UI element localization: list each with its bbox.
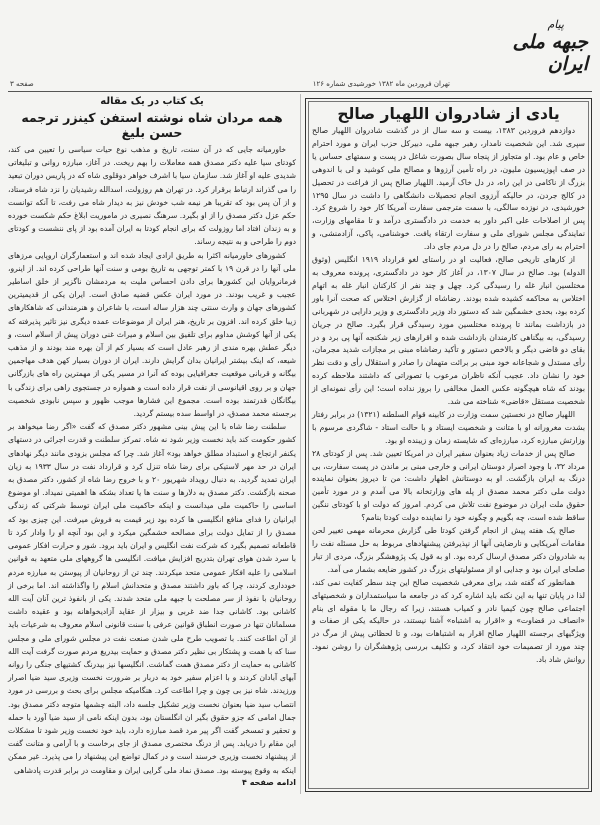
right-paragraph: از کارهای تاریخی صالح، فعالیت او در راستای لغو قرارداد ۱۹۱۹ انگلیس (وثوق الدوله) بود. صالح در سال ۱۳۰۷، در آغاز کار خود در دادگستری، پرونده معروف به مختلسین انبار غله را رسیدگی کرد. چهل و چند نفر از کارکنان انبار غله به اتهام اختلاس به محاکمه کشیده شده بودند. رضاشاه از گزارش اختلاس که صحت آنرا باور کرده بود، بحدی خشمگین شد که دستور داد وزیر دادگستری و وزیر دارایی در شهربانی در بازداشت بمانند تا پرونده مختلسین مورد رسیدگی قرار بگیرد. صالح در جریان رسیدگی، به بیگناهی کارمندان بازداشت شده و اقرارهای زیر شکنجه آنها پی برد و در بقای دو قاضی دیگر و بالاخص دستور و تأکید رضاشاه مبنی بر مجازات شدید مجرمان، رأی مستدل و شجاعانه خود مبنی بر برائت متهمان را صادر و استقلال رأی و دقت نظر خود را نشان داد. عجیب آنکه ناظران مرعوب با تصوراتی که داشتند ملاحظه کرده بودند که شاه هیچگونه عکس العمل مخالفی را بروز نداده است؛ این رأی نمونه‌ای از شخصیت مستقل «قاضی» شناخته می شد. — [312, 255, 585, 407]
right-paragraph: همانطور که گفته شد، برای معرفی شخصیت صالح این چند سطر کفایت نمی کند، لذا در پایان تنها به این نکته باید اشاره کرد که در جامعه ما سیاستمداران و شخصیتهای اجتماعی صالح چون کیمیا نادر و کمیاب هستند، زیرا که رجال ما با مقوله ای بنام «انصاف در قضاوت» و «اقرار به اشتباه» آشنا نیستند، در حالیکه یکی از صفات و ویژگیهای برجسته اللهیار صالح اقرار به اشتباهات بود، و تا لحظاتی پیش از مرگ در چند مورد از تصمیمات خود انتقاد کرد، و تکلیف بررسی پژوهشگران را روشن نمود. روانش شاد باد. — [312, 577, 585, 665]
masthead — [478, 18, 588, 80]
page-number: صفحه ۳ — [10, 80, 34, 88]
left-article-headline: همه مردان شاه نوشته استفن کینزر ترجمه حسن بلیغ — [21, 110, 283, 140]
left-paragraph: خاورمیانه جایی که در آن سنت، تاریخ و مذهب نوع حیات سیاسی را تعیین می کند، کودتای سیا علیه دکتر مصدق همه معاملات را بهم ریخت. در آغاز، مبارزه روانی و تبلیغاتی شدیدی علیه او آغاز شد. سازمان سیا با اشرف خواهر دوقلوی شاه که در پاریس دوران تبعید را می گذراند ارتباط برقرار کرد. در تهران هم روزولت، اسدالله رشیدیان را نزد شاه فرستاد، و از آن پس بود که تقریبا هر نیمه شب خودش نیز به دیدار شاه می رفت، تا آنکه توانست حکم عزل دکتر مصدق را از او بگیرد. سرهنگ نصیری در ماموریت ابلاغ حکم شکست خورده و به زندان افتاد اما روزولت که برای انجام کودتا به ایران آمده بود از پای ننشست و کودتای دوم را طراحی و به نتیجه رساند. — [8, 145, 296, 247]
left-article-body — [8, 143, 296, 777]
right-article-body — [312, 125, 585, 667]
right-paragraph: صالح پس از خدمات زیاد بعنوان سفیر ایران در امریکا تعیین شد. پس از کودتای ۲۸ مرداد ۳۲، با وجود اصرار دوستان ایرانی و خارجی مبنی بر ماندن در پست سفارت، بی درنگ به ایران بازگشت. او به دوستانش اظهار داشت: من تا دیروز بعنوان نماینده دولت ملی دکتر محمد مصدق از پله های وزارتخانه بالا می آمدم و در مورد تأمین حقوق ملت ایران در موضوع نفت تلاش می کردم. امروز که دولت او با کودتای ننگین ساقط شده است، چه بگویم و چگونه خود را نماینده دولت کودتا بنامم؟ — [312, 448, 585, 523]
left-article — [8, 94, 296, 794]
continued-on-page-link[interactable]: ادامه صفحه ۴ — [242, 777, 296, 787]
right-article-headline: یادی از شادروان اللهیار صالح — [337, 105, 560, 123]
left-paragraph: کشورهای خاورمیانه اکثرا به طریق ارادی ایجاد شده اند و استعمارگران اروپایی مرزهای ملی آنها را در قرن ۱۹ با کمتر توجهی به تاریخ بومی و سنت آنها طراحی کرده اند. از اینرو، فرمانروایان این کشورها برای دادن احساس ملیت به مردمشان ناگزیر از خلق اساطیر عجیب و غریب بودند. در مورد ایران عکس قضیه صادق است. ایران یکی از قدیمیترین کشورهای جهان و وارث سنتی چند هزار ساله است، با شاعران و هنرمندانی که شاهکارهای زیبا خلق کرده اند. افزون بر تاریخ، هنر ایران از موضوعات عمده دیگری نیز تاثیر پذیرفته که یکی از آنها کوشش مداوم برای تلفیق بین اسلام و میراث غنی دوران پیش از اسلام است، و دیگر عطش بهره مندی از رهبر عادل است که بسیار کم از آن بهره مند بودند و از مذهب شیعه، که اینک بیشتر ایرانیان بدان گرایش دارند. ایران از دوران بسیار کهن هدف مهاجمین بیگانه و قربانی موقعیت جغرافیایی بوده که آنرا در مسیر یکی از مهمترین راه های بازرگانی جهان و بر روی اقیانوسی از نفت قرار داده است و همواره در جستجوی راهی برای زندگی با بیگانگان قدرتمند بوده است. مجموع این فشارها موجب ظهور و سپس نابودی شخصیت برجسته محمد مصدق، در اواسط سده بیستم گردید. — [8, 250, 296, 419]
right-paragraph: دوازدهم فروردین ۱۳۸۳، بیست و سه سال از در گذشت شادروان اللهیار صالح سپری شد. این شخصیت نامدار، رهبر جبهه ملی، دبیرکل حزب ایران و مورد احترام خاص و عام بود. او متجاوز از پنجاه سال بصورت شاغل در پست و سمتهای حساس یا در صف اپوزیسیون ملیون، در راه تأمین آرزوها و مصالح ملی کوشید و لی با اندوهی بزرگ از ناکامی در این راه، در دل خاک آرمید. اللهیار صالح پس از فراغت در تحصیل در کالج جردن، در حالیکه آرزوی انجام تحصیلات دانشگاهی را داشت در سال ۱۲۹۵ خورشیدی، در نوزده سالگی، با سمت مترجمی سفارت آمریکا کار خود را شروع کرد. پس از اصلاحات علی اکبر داور به خدمت در دادگستری درآمد و تا مقامهای وزارت، نمایندگی مجلس شورای ملی و سفارت ارتقاء یافت. خوشنامی، پاکی، آزادمنشی، و احترام به رای مردم، صالح را در دل مردم جای داد. — [312, 126, 585, 252]
masthead-top-word: پیام — [547, 18, 564, 31]
right-paragraph: صالح یک هفته پیش از انجام گرفتن کودتا طی گزارش محرمانه مهمی تغییر لحن مقامات آمریکایی و نارضایتی آنها از نپذیرفتن پیشنهادهای مربوط به حل مسئله نفت را به شادروان دکتر مصدق ارسال کرده بود. او به قول یک پژوهشگر بزرگ، مردی از تبار صلحای ایران بود و جدایی او از مسئولیتهای بزرگ در کشور ضایعه بشمار می آمد. — [312, 526, 585, 574]
right-article-box — [305, 98, 592, 792]
header-rule — [8, 91, 592, 92]
column-divider — [300, 94, 301, 794]
right-paragraph: اللهیار صالح در نخستین سمت وزارت در کابینه قوام السلطنه (۱۳۲۱) در برابر رفتار بشدت مغرورانه او با متانت و شخصیت ایستاد و با حالت استاد - شاگردی مرسوم با وزارتش مبارزه کرد، مبارزه‌ای که شایسته زمان و زیبنده او بود. — [312, 409, 585, 445]
left-article-kicker: یک کتاب در یک مقاله — [100, 96, 204, 107]
dateline: تهران فروردین ماه ۱۳۸۲ خورشیدی شماره ۱۲۶ — [312, 80, 450, 88]
left-paragraph: سلطنت رضا شاه با این پیش بینی مشهور دکتر مصدق که گفت «اگر رضا میخواهد بر کشور حکومت کند باید نخست وزیر شود نه شاه. تمرکز سلطنت و قدرت اجرائی در دستهای یکنفر ارتجاع و استبداد مطلق خواهد بود» آغاز شد. چرا که مجلس بزودی مانند دیگر نهادهای ایران در حد مهر لاستیکی برای رضا شاه تنزل کرد و قرارداد نفت در سال ۱۹۳۳ به زیان ایران تمدید گردید. به دنبال رویداد شهریور ۲۰ و با خروج رضا شاه از کشور، دکتر مصدق به صحنه بازگشت. دکتر مصدق به دلارها و سنت ها یا تعداد بشکه ها اهمیتی نمیداد. او موضوع اساسی را حاکمیت ملی میدانست و اینکه حاکمیت ملی ایران توسط شرکتی که زندگی ایرانیان را فدای منافع انگلیسی ها کرده بود زیر قیمت به فروش میرفت. این چیزی بود که مصدق را از تمایل دولت برای مصالحه خشمگین میکرد و این بود آنچه او را وادار کرد تا قاطعانه تصمیم بگیرد که شرکت نفت انگلیس و ایران باید برود. شور و حرارت افکار عمومی با سرد شدن هوای تهران بتدریج افزایش میافت. انگلیسی ها گروههای ملی متعهد به قوانین اسلامی را علیه افکار عمومی متحد میکردند. چند تن از روحانیان از پیوستن به مبارزه مردم خودداری کردند، چرا که باور داشتند مصدق و متحدانش اسلام را واگذاشته اند. اما برخی از روحانیان با نفوذ از سر مصلحت با جبهه ملی متحد شدند. یکی از بانفوذ ترین آنان آیت الله کاشانی بود. کاشانی جدا ضد غربی و بیزار از عقاید آزادیخواهانه بود و عقیده داشت مسلمانان تنها در صورت انطباق قوانین عرفی با سنت قانونی اسلام معروف به شرعیات باید از آن اطاعت کنند. با تصویب طرح ملی شدن صنعت نفت در مجلس شورای ملی و مجلس سنا که با همت و پشتکار بی نظیر دکتر مصدق و حمایت بیدریغ مردم صورت گرفت آیت الله کاشانی به حمایت از دکتر مصدق همت گماشت. انگلیسها نیز بیدرنگ کشتیهای جنگی را روانه آبهای آبادان کردند و با اعزام سفیر خود به دربار بر ضرورت نخست وزیری سید ضیا اصرار ورزیدند. شاه نیز بی چون و چرا اطاعت کرد. هنگامیکه مجلس برای بحث و بررسی در مورد انتصاب سید ضیا بعنوان نخست وزیر تشکیل جلسه داد، البته چشمها متوجه دکتر مصدق بود. جمال امامی که جزو حقوق بگیر ان انگلستان بود، بدون اینکه نامی از سید ضیا آورد با حمله و تحقیر و تمسخر گفت اگر پیر مرد قصد مبارزه دارد، باید خود نخست وزیر شود تا مشکلات این مقام را دریابد. پس از درنگ مختصری مصدق از جای برخاست و با آرامی و متانت گفت از پیشنهاد نخست وزیری خرسند است و در کمال تواضع این پیشنهاد را می پذیرد. غیر ممکن اینکه به وقوع پیوسته بود. مصدق نماد ملی گرایی ایران و مقاومت در برابر قدرت پادشاهی — [8, 422, 297, 775]
masthead-title: جبهه ملی ایران — [512, 31, 588, 75]
